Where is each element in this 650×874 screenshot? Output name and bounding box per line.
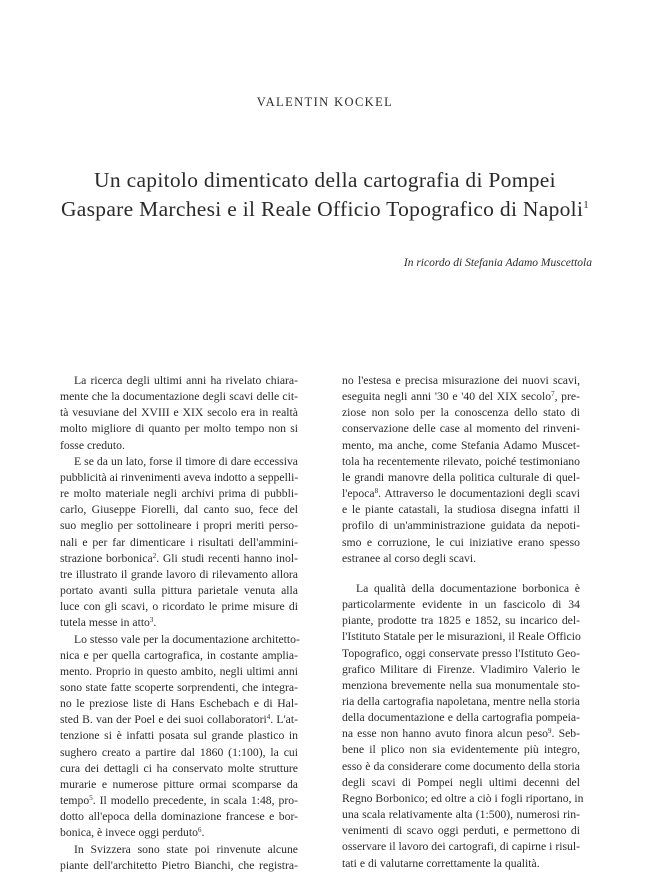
- text-line-main: estranee al corso degli scavi.: [342, 551, 477, 565]
- text-line-main: eseguita negli anni '30 e '40 del XIX secolo: [342, 390, 552, 404]
- text-line-main: venimenti di scavo oggi perduti, e permettono di: [342, 824, 580, 838]
- text-line: [342, 646, 580, 662]
- text-line: [60, 648, 298, 664]
- title-line-2: [0, 195, 650, 224]
- text-line-main: molto migliore di quanto per molto tempo non si: [60, 422, 298, 436]
- text-line-main: Topografico, oggi conservate presso l'Istituto Geo-: [342, 646, 580, 660]
- text-line: [60, 535, 298, 551]
- text-line: [342, 470, 580, 486]
- text-line-tail: . Seb-: [551, 727, 580, 741]
- text-line: [342, 856, 580, 872]
- text-line: [60, 712, 298, 728]
- text-line-main: sono state fatte scoperte sorprendenti, che integra-: [60, 680, 298, 694]
- text-line-main: e le piante catastali, la studiosa disegna infatti il: [342, 503, 580, 517]
- text-line-main: l'epoca: [342, 487, 375, 501]
- text-line: [60, 664, 298, 680]
- paragraph-gap: [342, 567, 580, 581]
- text-line: [342, 823, 580, 839]
- text-line-tail: . Attraverso le documentazioni degli scavi: [378, 487, 580, 501]
- text-line: [60, 551, 298, 567]
- text-line-main: Regno Borbonico; ed oltre a ciò i fogli riportano, in: [342, 791, 584, 805]
- text-line-main: sted B. van der Poel e dei suoi collaboratori: [60, 713, 267, 727]
- text-line: [342, 839, 580, 855]
- text-line-main: piante dell'architetto Pietro Bianchi, che registra-: [60, 858, 298, 872]
- text-line: [60, 502, 298, 518]
- text-line-main: degli scavi di Pompei negli ultimi decenni del: [342, 775, 580, 789]
- text-line-main: tola ha recentemente rilevato, poiché testimoniano: [342, 454, 580, 468]
- text-line-main: mento, ma anche, come Stefania Adamo Muscet-: [342, 438, 580, 452]
- text-line-main: no le preziose liste di Hans Eschebach e di Hal-: [60, 697, 298, 711]
- text-line: [342, 535, 580, 551]
- text-line-main: menziona brevemente nella sua monumentale sto-: [342, 678, 580, 692]
- text-line-main: nica e per quella cartografica, in costante amplia-: [60, 648, 298, 662]
- text-line: [60, 842, 298, 858]
- text-line-main: pubblicità ai rinvenimenti aveva indotto a seppelli-: [60, 470, 299, 484]
- text-line-tail: .: [153, 616, 157, 630]
- text-line: [342, 502, 580, 518]
- text-line: [60, 680, 298, 696]
- body-paragraph: [60, 632, 298, 842]
- footnote-marker: 5: [89, 794, 93, 803]
- text-line: [60, 470, 298, 486]
- text-line: [342, 389, 580, 405]
- text-line: [60, 567, 298, 583]
- text-line: [342, 581, 580, 597]
- text-line-main: particolarmente evidente in un fascicolo di 34: [342, 598, 580, 612]
- text-line-main: esso è da considerare come documento della storia: [342, 759, 580, 773]
- text-line: [60, 373, 298, 389]
- text-line: [60, 454, 298, 470]
- text-line-main: dotto all'epoca della dominazione francese e bor-: [60, 810, 298, 824]
- text-column-left: [60, 373, 298, 874]
- text-line-main: smo e corruzione, le cui iniziative erano spesso: [342, 535, 580, 549]
- text-line-main: fosse creduto.: [60, 438, 125, 452]
- text-line-main: una scala relativamente alta (1:500), numerosi rin-: [342, 808, 580, 822]
- text-line: [60, 389, 298, 405]
- footnote-marker: 2: [152, 551, 157, 560]
- text-line: [60, 405, 298, 421]
- text-line-main: re molto materiale negli archivi prima di pubbli-: [60, 487, 298, 501]
- title-footnote-marker: 1: [583, 199, 590, 211]
- footnote-marker: 8: [374, 487, 379, 496]
- text-line-main: tenzione si è infatti posata sul grande plastico in: [60, 729, 298, 743]
- text-line: [342, 613, 580, 629]
- text-line: [60, 696, 298, 712]
- text-line: [342, 438, 580, 454]
- text-line-main: tutela messe in atto: [60, 616, 150, 630]
- text-line-main: conservazione delle case al momento del rinveni-: [342, 422, 580, 436]
- body-paragraph: [342, 581, 584, 872]
- text-line: [60, 728, 298, 744]
- body-paragraph: [60, 454, 298, 632]
- body-paragraph: [60, 373, 298, 454]
- text-line-main: bene il plico non sia evidentemente più integro,: [342, 743, 580, 757]
- text-line: [60, 486, 298, 502]
- text-line-tail: , pre-: [554, 390, 580, 404]
- text-line-tail: . Il modello precedente, in scala 1:48, pro-: [92, 794, 298, 808]
- text-line: [60, 793, 298, 809]
- text-line-main: E se da un lato, forse il timore di dare eccessiva: [74, 454, 298, 468]
- text-line: [60, 745, 298, 761]
- text-line-main: mento. Proprio in questo ambito, negli ultimi anni: [60, 664, 298, 678]
- text-line: [60, 632, 298, 648]
- text-line: [342, 759, 580, 775]
- text-line-main: le grandi manovre della politica culturale di quel-: [342, 470, 580, 484]
- text-line-main: In Svizzera sono state poi rinvenute alcune: [74, 842, 298, 856]
- text-line-main: tati e di valutarne correttamente la qualità.: [342, 856, 540, 870]
- text-line: [60, 599, 298, 615]
- text-line: [342, 454, 580, 470]
- text-line-main: mente che la documentazione degli scavi delle cit-: [60, 390, 298, 404]
- text-line-tail: . L'at-: [270, 713, 299, 727]
- text-line: [342, 710, 580, 726]
- text-line-main: portato avanti sulla pittura parietale venuta alla: [60, 584, 298, 598]
- text-line-tail: .: [201, 826, 205, 840]
- text-line-main: grafico Militare di Firenze. Vladimiro Valerio le: [342, 662, 580, 676]
- text-line: [342, 807, 580, 823]
- text-line-main: La qualità della documentazione borbonica è: [356, 581, 580, 595]
- text-line-main: cura dei dettagli ci ha conservato molte strutture: [60, 761, 298, 775]
- text-line: [342, 518, 580, 534]
- text-line-main: bonica, è invece oggi perduto: [60, 826, 198, 840]
- text-line: [60, 615, 298, 631]
- title-line-2-text: Gaspare Marchesi e il Reale Officio Topografico di Napoli: [60, 197, 584, 221]
- text-line-main: carlo, Giuseppe Fiorelli, dal canto suo, fece del: [60, 503, 298, 517]
- text-line: [342, 486, 580, 502]
- text-line-main: na esse non hanno avuto finora alcun peso: [342, 727, 549, 741]
- text-line-main: osservare il lavoro dei cartografi, di capirne i risul-: [342, 840, 580, 854]
- text-line-main: strazione borbonica: [60, 551, 153, 565]
- footnote-marker: 4: [266, 713, 271, 722]
- text-line: [60, 518, 298, 534]
- text-line: [60, 825, 298, 841]
- text-line: [342, 791, 584, 807]
- footnote-marker: 9: [548, 727, 552, 736]
- text-line-main: ria della cartografia napoletana, mentre nella storia: [342, 694, 580, 708]
- footnote-marker: 7: [551, 390, 555, 399]
- text-line-main: tà vesuviane del XVIII e XIX secolo era in realtà: [60, 406, 298, 420]
- article-title: [0, 166, 650, 224]
- text-line: [60, 809, 298, 825]
- text-line-tail: . Gli studi recenti hanno inol-: [156, 551, 299, 565]
- body-paragraph: [342, 373, 580, 567]
- text-line-main: La ricerca degli ultimi anni ha rivelato chiara-: [74, 374, 298, 387]
- text-line: [60, 761, 298, 777]
- text-line-main: suo meglio per sottolineare i propri meriti perso-: [60, 519, 298, 533]
- author-name: VALENTIN KOCKEL: [256, 95, 394, 109]
- text-line: [342, 678, 580, 694]
- footnote-marker: 3: [149, 616, 154, 625]
- text-line-main: luce con gli scavi, o ricordato le prime misure di: [60, 600, 298, 614]
- text-line: [60, 583, 298, 599]
- text-line-main: no l'estesa e precisa misurazione dei nuovi scavi,: [342, 374, 580, 387]
- text-line-main: tre illustrato il grande lavoro di rilevamento allora: [60, 567, 298, 581]
- title-line-1: Un capitolo dimenticato della cartografia di Pompei: [94, 168, 556, 192]
- text-line: [60, 438, 298, 454]
- text-line: [60, 421, 298, 437]
- text-line: [342, 405, 580, 421]
- text-line: [342, 421, 580, 437]
- text-line-main: Lo stesso vale per la documentazione architetto-: [74, 632, 300, 646]
- text-line-main: ziose non solo per la conoscenza dello stato di: [342, 406, 580, 420]
- body-paragraph: [60, 842, 298, 874]
- text-line-main: della documentazione e della cartografia pompeia-: [342, 711, 580, 725]
- text-line-main: l'Istituto Statale per le misurazioni, il Reale Officio: [342, 630, 581, 644]
- text-line: [342, 742, 580, 758]
- text-line: [342, 373, 580, 389]
- text-line: [342, 597, 580, 613]
- text-line: [60, 858, 298, 874]
- text-column-right: [342, 373, 584, 872]
- text-line: [342, 551, 580, 567]
- text-line-main: nali e per far dimenticare i risultati dell'ammini-: [60, 535, 298, 549]
- text-line: [342, 662, 580, 678]
- text-line-main: tempo: [60, 794, 90, 808]
- footnote-marker: 6: [197, 826, 202, 835]
- text-line: [60, 777, 298, 793]
- text-line: [342, 726, 580, 742]
- dedication: In ricordo di Stefania Adamo Muscettola: [403, 257, 592, 269]
- text-line: [342, 694, 580, 710]
- text-line: [342, 775, 580, 791]
- text-line: [342, 629, 580, 645]
- text-line-main: murarie e numerose pitture ormai scomparse da: [60, 777, 298, 791]
- text-line-main: profilo di un'amministrazione guidata da nepoti-: [342, 519, 580, 533]
- text-line-main: piante, prodotte tra 1825 e 1852, su incarico del-: [342, 614, 580, 628]
- text-line-main: sughero creato a partire dal 1860 (1:100), la cui: [60, 745, 298, 759]
